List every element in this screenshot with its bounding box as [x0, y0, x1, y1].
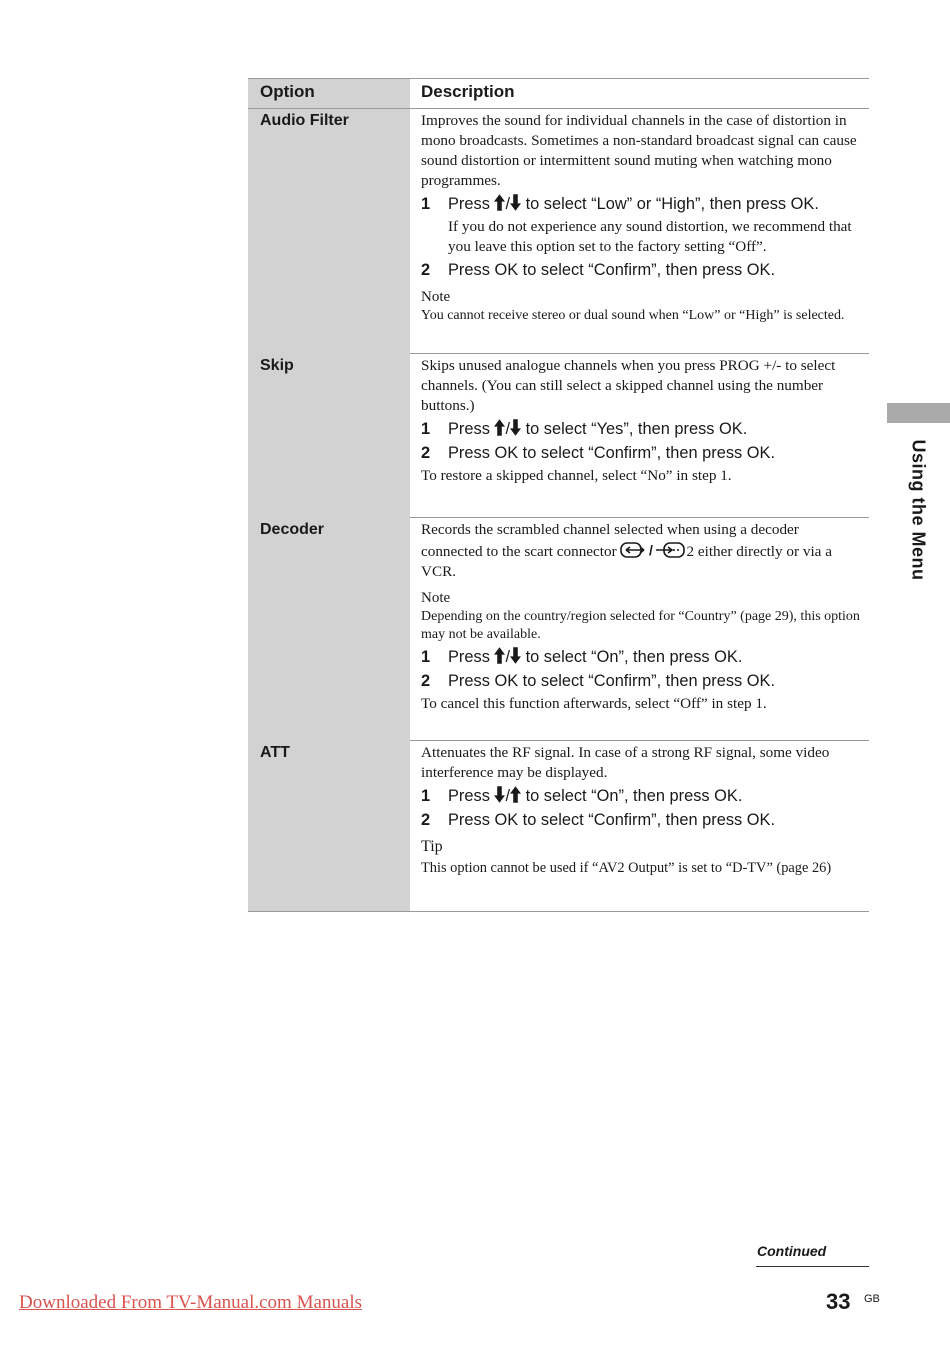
step-number: 2	[421, 261, 431, 279]
step-number: 2	[421, 811, 431, 829]
page-number: 33	[826, 1289, 851, 1314]
step-text: Press / to select “On”, then press OK.	[448, 648, 743, 666]
step-text: Press / to select “On”, then press OK.	[448, 787, 743, 805]
step-number: 1	[421, 195, 431, 213]
step-number: 2	[421, 672, 431, 690]
table-rule	[410, 353, 869, 354]
description-decoder	[421, 520, 861, 714]
scart-connector-icon	[620, 540, 686, 560]
arrow-up-icon	[494, 194, 505, 211]
arrow-down-icon	[494, 786, 505, 803]
step-text-pre: Press	[448, 648, 495, 666]
arrow-up-icon	[494, 419, 505, 436]
note-title: Note	[421, 289, 451, 305]
table-rule	[248, 911, 869, 912]
step-text: Press OK to select “Confirm”, then press OK.	[448, 261, 776, 279]
description-skip	[421, 356, 861, 486]
continued-rule	[756, 1266, 869, 1267]
description-text-post: 2 either directly or via a VCR.	[421, 543, 832, 580]
arrow-down-icon	[510, 194, 521, 211]
tip-body: This option cannot be used if “AV2 Output” is set to “D-TV” (page 26)	[421, 860, 832, 876]
option-decoder: Decoder	[260, 521, 325, 538]
step-number: 1	[421, 420, 431, 438]
step	[421, 194, 861, 215]
description-att	[421, 743, 861, 877]
tip-title: Tip	[421, 838, 443, 855]
page-suffix: GB	[864, 1293, 880, 1305]
table-rule	[410, 517, 869, 518]
step-text: Press / to select “Low” or “High”, then press OK.	[448, 195, 819, 213]
description-outro: To cancel this function afterwards, select “Off” in step 1.	[421, 695, 767, 712]
description-audio-filter	[421, 111, 861, 325]
step-subtext: If you do not experience any sound distortion, we recommend that you leave this option set to the factory setting “Off”.	[448, 218, 852, 255]
step	[421, 786, 861, 807]
table-rule	[248, 78, 869, 79]
step-text-post: to select “On”, then press OK.	[521, 648, 743, 666]
step-text-post: to select “Yes”, then press OK.	[521, 420, 748, 438]
step-text-pre: Press	[448, 420, 495, 438]
option-audio-filter: Audio Filter	[260, 112, 349, 129]
step-text-post: to select “Low” or “High”, then press OK.	[521, 195, 819, 213]
table-rule	[248, 108, 869, 109]
side-tab-label: Using the Menu	[908, 439, 929, 581]
step	[421, 647, 861, 668]
header-description: Description	[421, 82, 515, 101]
description-text	[421, 520, 861, 582]
arrow-down-icon	[510, 419, 521, 436]
step	[421, 443, 861, 464]
description-text-pre: Records the scrambled channel selected when using a decoder connected to the scart connector	[421, 521, 799, 560]
step	[421, 419, 861, 440]
option-column-background	[248, 78, 410, 911]
option-att: ATT	[260, 744, 290, 761]
step-text-pre: Press	[448, 195, 495, 213]
step-text: Press OK to select “Confirm”, then press OK.	[448, 672, 776, 690]
step-number: 1	[421, 787, 431, 805]
step	[421, 810, 861, 831]
step-text: Press OK to select “Confirm”, then press OK.	[448, 811, 776, 829]
note-body: You cannot receive stereo or dual sound when “Low” or “High” is selected.	[421, 308, 845, 323]
continued-label: Continued	[757, 1243, 827, 1259]
note-body: Depending on the country/region selected for “Country” (page 29), this option may not be available.	[421, 609, 860, 642]
arrow-up-icon	[494, 647, 505, 664]
table-rule	[410, 740, 869, 741]
arrow-up-icon	[510, 786, 521, 803]
step-text: Press / to select “Yes”, then press OK.	[448, 420, 748, 438]
step	[421, 260, 861, 281]
side-tab-marker	[887, 403, 950, 423]
description-text: Improves the sound for individual channels in the case of distortion in mono broadcasts. Sometimes a non-standard broadcast signal can cause sound distortion or intermittent sound muting when watching mono programmes.	[421, 112, 857, 189]
option-skip: Skip	[260, 357, 294, 374]
step-number: 1	[421, 648, 431, 666]
header-option: Option	[260, 82, 315, 101]
footer-download-link[interactable]: Downloaded From TV-Manual.com Manuals	[19, 1292, 363, 1313]
step-number: 2	[421, 444, 431, 462]
step-text: Press OK to select “Confirm”, then press OK.	[448, 444, 776, 462]
step-text-pre: Press	[448, 787, 495, 805]
description-outro: To restore a skipped channel, select “No” in step 1.	[421, 467, 732, 484]
note-title: Note	[421, 590, 451, 606]
svg-text:/: /	[649, 542, 654, 558]
description-text: Attenuates the RF signal. In case of a strong RF signal, some video interference may be displayed.	[421, 744, 830, 781]
step	[421, 671, 861, 692]
step-text-post: to select “On”, then press OK.	[521, 787, 743, 805]
description-text: Skips unused analogue channels when you press PROG +/- to select channels. (You can still select a skipped channel using the number buttons.)	[421, 357, 836, 414]
arrow-down-icon	[510, 647, 521, 664]
